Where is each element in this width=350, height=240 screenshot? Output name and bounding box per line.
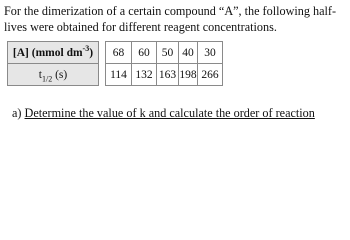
concentration-value: 60 xyxy=(132,42,157,64)
table-gap xyxy=(99,42,106,64)
half-life-value: 114 xyxy=(106,64,132,86)
table-gap xyxy=(99,64,106,86)
half-life-value: 198 xyxy=(179,64,198,86)
half-life-subscript: 1/2 xyxy=(41,73,53,83)
concentration-header xyxy=(8,42,99,64)
concentration-unit-exponent: -3 xyxy=(82,43,90,53)
table-row-concentration xyxy=(8,42,223,64)
question-marker: a) xyxy=(12,106,22,120)
concentration-label-close: ) xyxy=(89,46,94,59)
half-life-header xyxy=(8,64,99,86)
half-life-value: 132 xyxy=(132,64,157,86)
half-life-table xyxy=(7,41,223,86)
half-life-value: 266 xyxy=(198,64,223,86)
question-text: Determine the value of k and calculate the order of reaction xyxy=(24,106,315,120)
concentration-value: 40 xyxy=(179,42,198,64)
half-life-unit: (s) xyxy=(52,68,68,81)
half-life-label: t xyxy=(38,68,42,81)
concentration-value: 30 xyxy=(198,42,223,64)
question-a xyxy=(12,106,315,121)
concentration-value: 68 xyxy=(106,42,132,64)
concentration-value: 50 xyxy=(157,42,179,64)
problem-statement: For the dimerization of a certain compound “A”, the following half-lives were obtained for different reagent concentrations. xyxy=(4,4,337,34)
half-life-value: 163 xyxy=(157,64,179,86)
concentration-label: [A] (mmol dm xyxy=(12,46,83,59)
table-row-half-life xyxy=(8,64,223,86)
